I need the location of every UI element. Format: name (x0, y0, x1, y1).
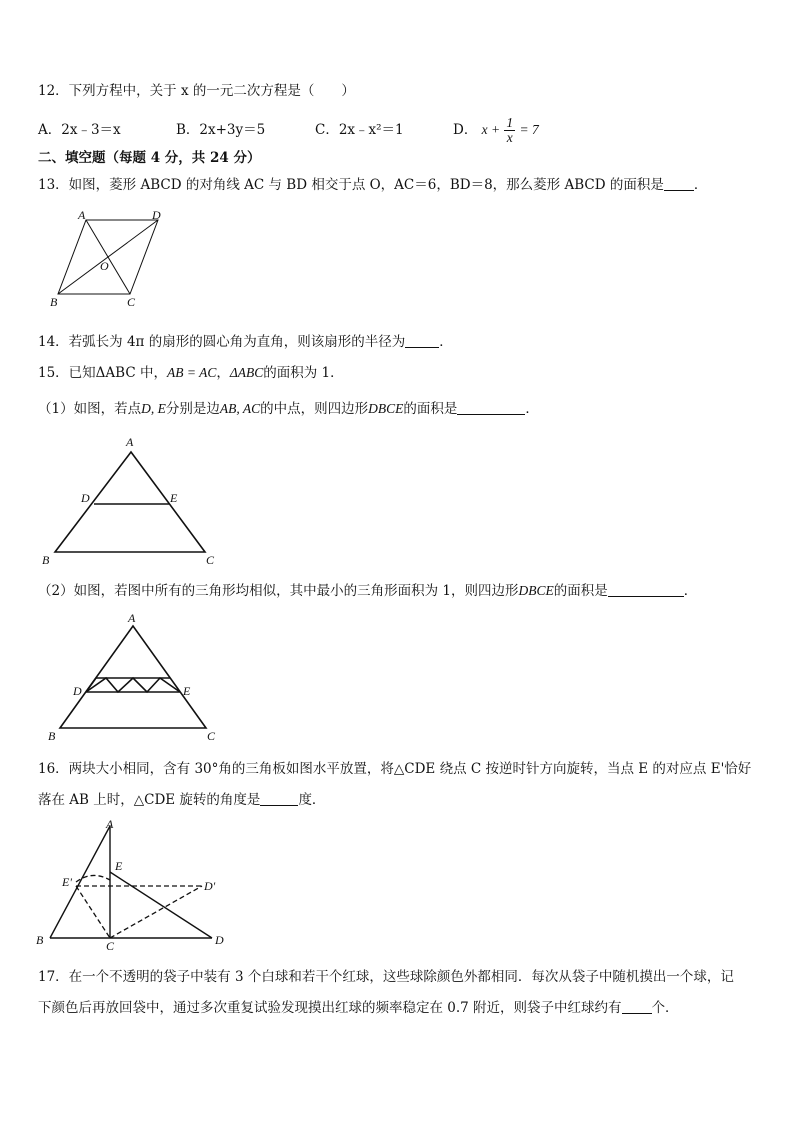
q15-math-ab-eq-ac: AB = AC (166, 365, 217, 380)
q15-fig2-label-d: D (73, 684, 82, 698)
q15-text-e: 的面积为 1． (263, 365, 344, 381)
triangle-abc (55, 452, 205, 552)
q12-option-d-label: D． (453, 122, 478, 138)
q15-part1-a: （1）如图，若点 (38, 401, 142, 417)
side-ed (110, 872, 212, 938)
q15-fig1-label-d: D (81, 491, 90, 505)
q14-text (38, 333, 453, 351)
q12-fraction-denominator: x (506, 130, 513, 145)
q15-part1-answer-blank[interactable] (457, 400, 525, 415)
q15-fig2-label-e: E (183, 684, 191, 698)
q15-fig2-label-c: C (207, 729, 216, 743)
q12-fraction-numerator: 1 (506, 115, 514, 130)
q12-option-a: A．2x﹣3＝x (38, 122, 121, 138)
q17-line2-a: 下颜色后再放回袋中，通过多次重复试验发现摸出红球的频率稳定在 0.7 附近，则袋子中红球约有 (38, 1000, 622, 1016)
q15-part2-text (38, 582, 697, 600)
q15-part2-c: 的面积是 (553, 583, 608, 599)
q15-part1-math-sides: AB, AC (219, 401, 261, 416)
q16-line2-a: 落在 AB 上时，△CDE 旋转的角度是 (38, 792, 261, 808)
q17-line2 (38, 999, 679, 1017)
q12-option-d (453, 112, 539, 148)
q15-text (38, 364, 344, 382)
diagonal-bd (58, 220, 158, 294)
q16-label-e: E (115, 859, 123, 873)
q13-label-b: B (50, 295, 58, 309)
q15-math-triangle: ΔABC (229, 365, 264, 380)
q15-text-a: 15．已知ΔABC 中， (38, 365, 167, 381)
q12-option-c: C．2x﹣x²＝1 (315, 122, 404, 138)
side-ab (50, 826, 110, 938)
q16-line2-b: 度． (298, 792, 326, 808)
q15-part1-g: 的面积是 (403, 401, 458, 417)
q16-answer-blank[interactable] (260, 791, 298, 806)
zigzag-start (86, 678, 96, 692)
q12-option-b: B．2x+3y＝5 (176, 122, 266, 138)
q15-fig2-label-b: B (48, 729, 56, 743)
q16-label-b: B (36, 933, 44, 947)
q16-line1: 16．两块大小相同，含有 30°角的三角板如图水平放置，将△CDE 绕点 C 按逆时针方向旋转，当点 E 的对应点 E'恰好 (38, 761, 752, 777)
q12-option-d-fraction (504, 116, 515, 145)
q13-label-a: A (78, 208, 86, 222)
q13-text-end: ． (693, 177, 708, 193)
q15-part1-h: ． (525, 401, 539, 417)
q13-label-c: C (127, 295, 136, 309)
dashed-e1-c (76, 886, 110, 938)
q16-label-d: D (215, 933, 224, 947)
q15-part2-answer-blank[interactable] (608, 582, 684, 597)
q13-rhombus-figure (44, 208, 174, 312)
dashed-c-d1 (110, 886, 202, 938)
q12-stem: 12．下列方程中，关于 x 的一元二次方程是（ ） (38, 83, 355, 99)
q16-rotation-figure (34, 814, 234, 953)
q15-fig2-label-a: A (128, 611, 136, 625)
q13-text-main: 13．如图，菱形 ABCD 的对角线 AC 与 BD 相交于点 O，AC＝6，BD＝8，那么菱形 ABCD 的面积是 (38, 177, 664, 193)
q15-part1-c: 分别是边 (165, 401, 220, 417)
q14-answer-blank[interactable] (405, 333, 439, 348)
q15-part1-e: 的中点，则四边形 (260, 401, 369, 417)
q15-part2-d: ． (683, 583, 698, 599)
q13-answer-blank[interactable] (664, 176, 694, 191)
q16-line2 (38, 791, 325, 809)
q15-part2-math-quad: DBCE (518, 583, 554, 598)
q13-text (38, 176, 707, 194)
q15-fig1-label-c: C (206, 553, 215, 567)
q15-part1-math-quad: DBCE (368, 401, 404, 416)
q17-answer-blank[interactable] (622, 999, 652, 1014)
q17-line2-b: 个． (651, 1000, 679, 1016)
q16-label-c: C (106, 939, 115, 953)
q15-fig1-label-e: E (170, 491, 178, 505)
q16-label-a: A (106, 817, 114, 831)
q15-fig1-label-b: B (42, 553, 50, 567)
q15-fig1-label-a: A (126, 435, 134, 449)
q13-label-o: O (100, 259, 109, 273)
q14-text-main: 14．若弧长为 4π 的扇形的圆心角为直角，则该扇形的半径为 (38, 334, 406, 350)
q12-option-d-lhs: x + (481, 122, 501, 137)
q15-figure-2 (46, 612, 226, 744)
q16-label-e-prime: E' (62, 875, 72, 889)
section-title: 二、填空题（每题 4 分，共 24 分） (38, 150, 261, 166)
q14-text-end: ． (439, 334, 453, 350)
q13-label-d: D (152, 208, 161, 222)
q15-text-c: ， (216, 365, 230, 381)
q15-part2-a: （2）如图，若图中所有的三角形均相似，其中最小的三角形面积为 1，则四边形 (38, 583, 519, 599)
q15-figure-1 (38, 434, 228, 570)
q16-label-d-prime: D' (204, 879, 216, 893)
q15-part1-math-de: D, E (141, 401, 166, 416)
q12-option-d-rhs: = 7 (519, 122, 539, 137)
zigzag-triangles (86, 678, 180, 692)
q15-part1-text (38, 400, 539, 418)
q17-line1: 17．在一个不透明的袋子中装有 3 个白球和若干个红球，这些球除颜色外都相同．每次从袋子中随机摸出一个球，记 (38, 969, 734, 985)
